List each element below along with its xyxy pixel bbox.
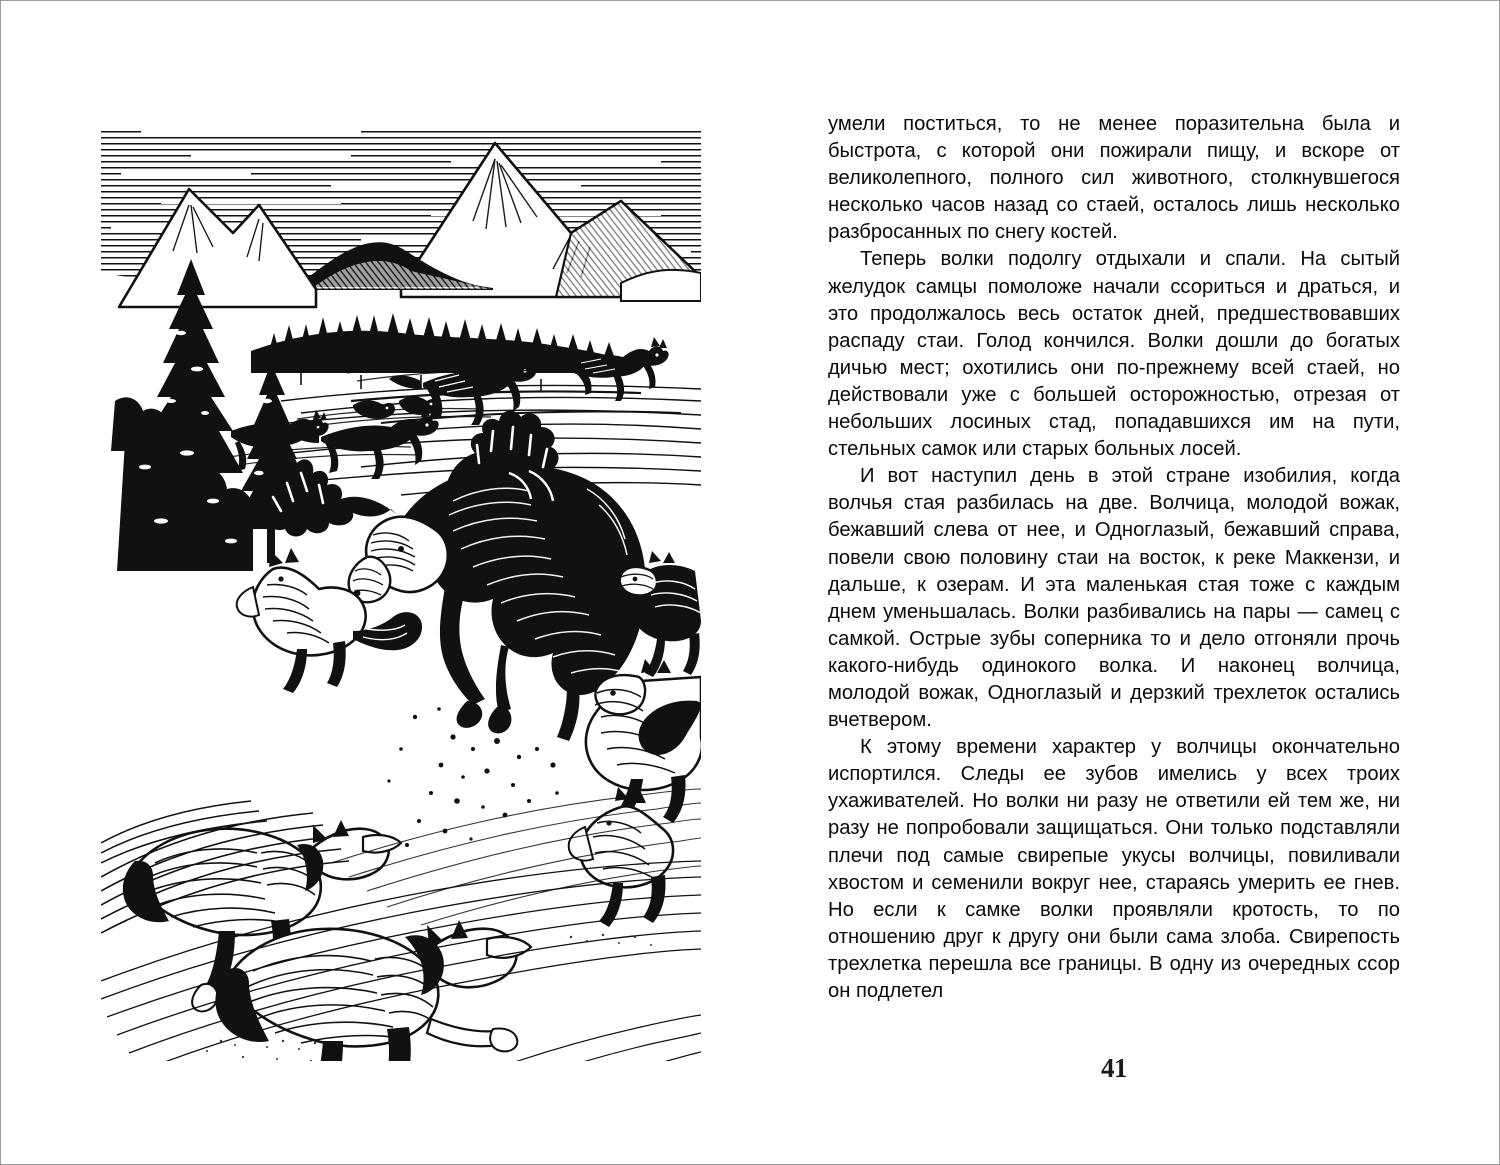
illustration-artwork bbox=[101, 101, 701, 1061]
paragraph: И вот наступил день в этой стране изобилия, когда волчья стая разбилась на две. Волчица, молодой вожак, бежавший слева от нее, и Одноглазый, бежавший справа, повели свою половину стаи на восток, к реке Маккензи, и дальше, к озерам. И эта маленькая стая тоже с каждым днем уменьшалась. Волки разбивались на пары — самец с самкой. Острые зубы соперника то и дело отгоняли прочь какого-нибудь одинокого волка. И наконец волчица, молодой вожак, Одноглазый и дерзкий трехлеток остались вчетвером. bbox=[828, 465, 1400, 732]
paragraph: умели поститься, то не менее поразительна была и быстрота, с которой они пожирали пищу, и вскоре от великолепного, полного сил животного, столкнувшегося несколько часов назад со стаей, осталось лишь несколько разбросанных по снегу костей. bbox=[828, 113, 1400, 244]
paragraph: К этому времени характер у волчицы окончательно испортился. Следы ее зубов имелись у всех троих ухаживателей. Но волки ни разу не ответили ей тем же, ни разу не попробовали защищаться. Они только подставляли плечи под самые свирепые укусы волчицы, повиливали хвостом и семенили вокруг нее, стараясь умерить ее гнев. Но если к самке волки проявляли кротость, то по отношению друг к другу они были сама злоба. Свирепость трехлетка перешла все границы. В одну из очередных ссор он подлетел bbox=[828, 736, 1400, 1002]
snow-spray bbox=[387, 707, 558, 847]
chapter-illustration bbox=[101, 101, 701, 1061]
wolf-running bbox=[215, 920, 531, 1061]
wolf-attacking bbox=[569, 787, 673, 927]
foreground-wolf-pair bbox=[123, 820, 531, 1061]
paragraph: Теперь волки подолгу отдыхали и спали. На сытый желудок самцы помоложе начали ссориться и драться, и это продолжалось весь остаток дней, предшествовавших распаду стаи. Голод кончился. Волки дошли до богатых дичью мест; охотились они по-прежнему всей стаей, но действовали уже с большей осторожностью, отрезая от небольших лосиных стад, попадавшихся им на пути, стельных самок или старых больных лосей. bbox=[828, 248, 1400, 461]
page-number: 41 bbox=[1101, 1053, 1127, 1083]
bull-moose bbox=[256, 411, 645, 741]
wolf-attacking bbox=[619, 551, 701, 677]
body-text-column bbox=[828, 111, 1400, 1005]
